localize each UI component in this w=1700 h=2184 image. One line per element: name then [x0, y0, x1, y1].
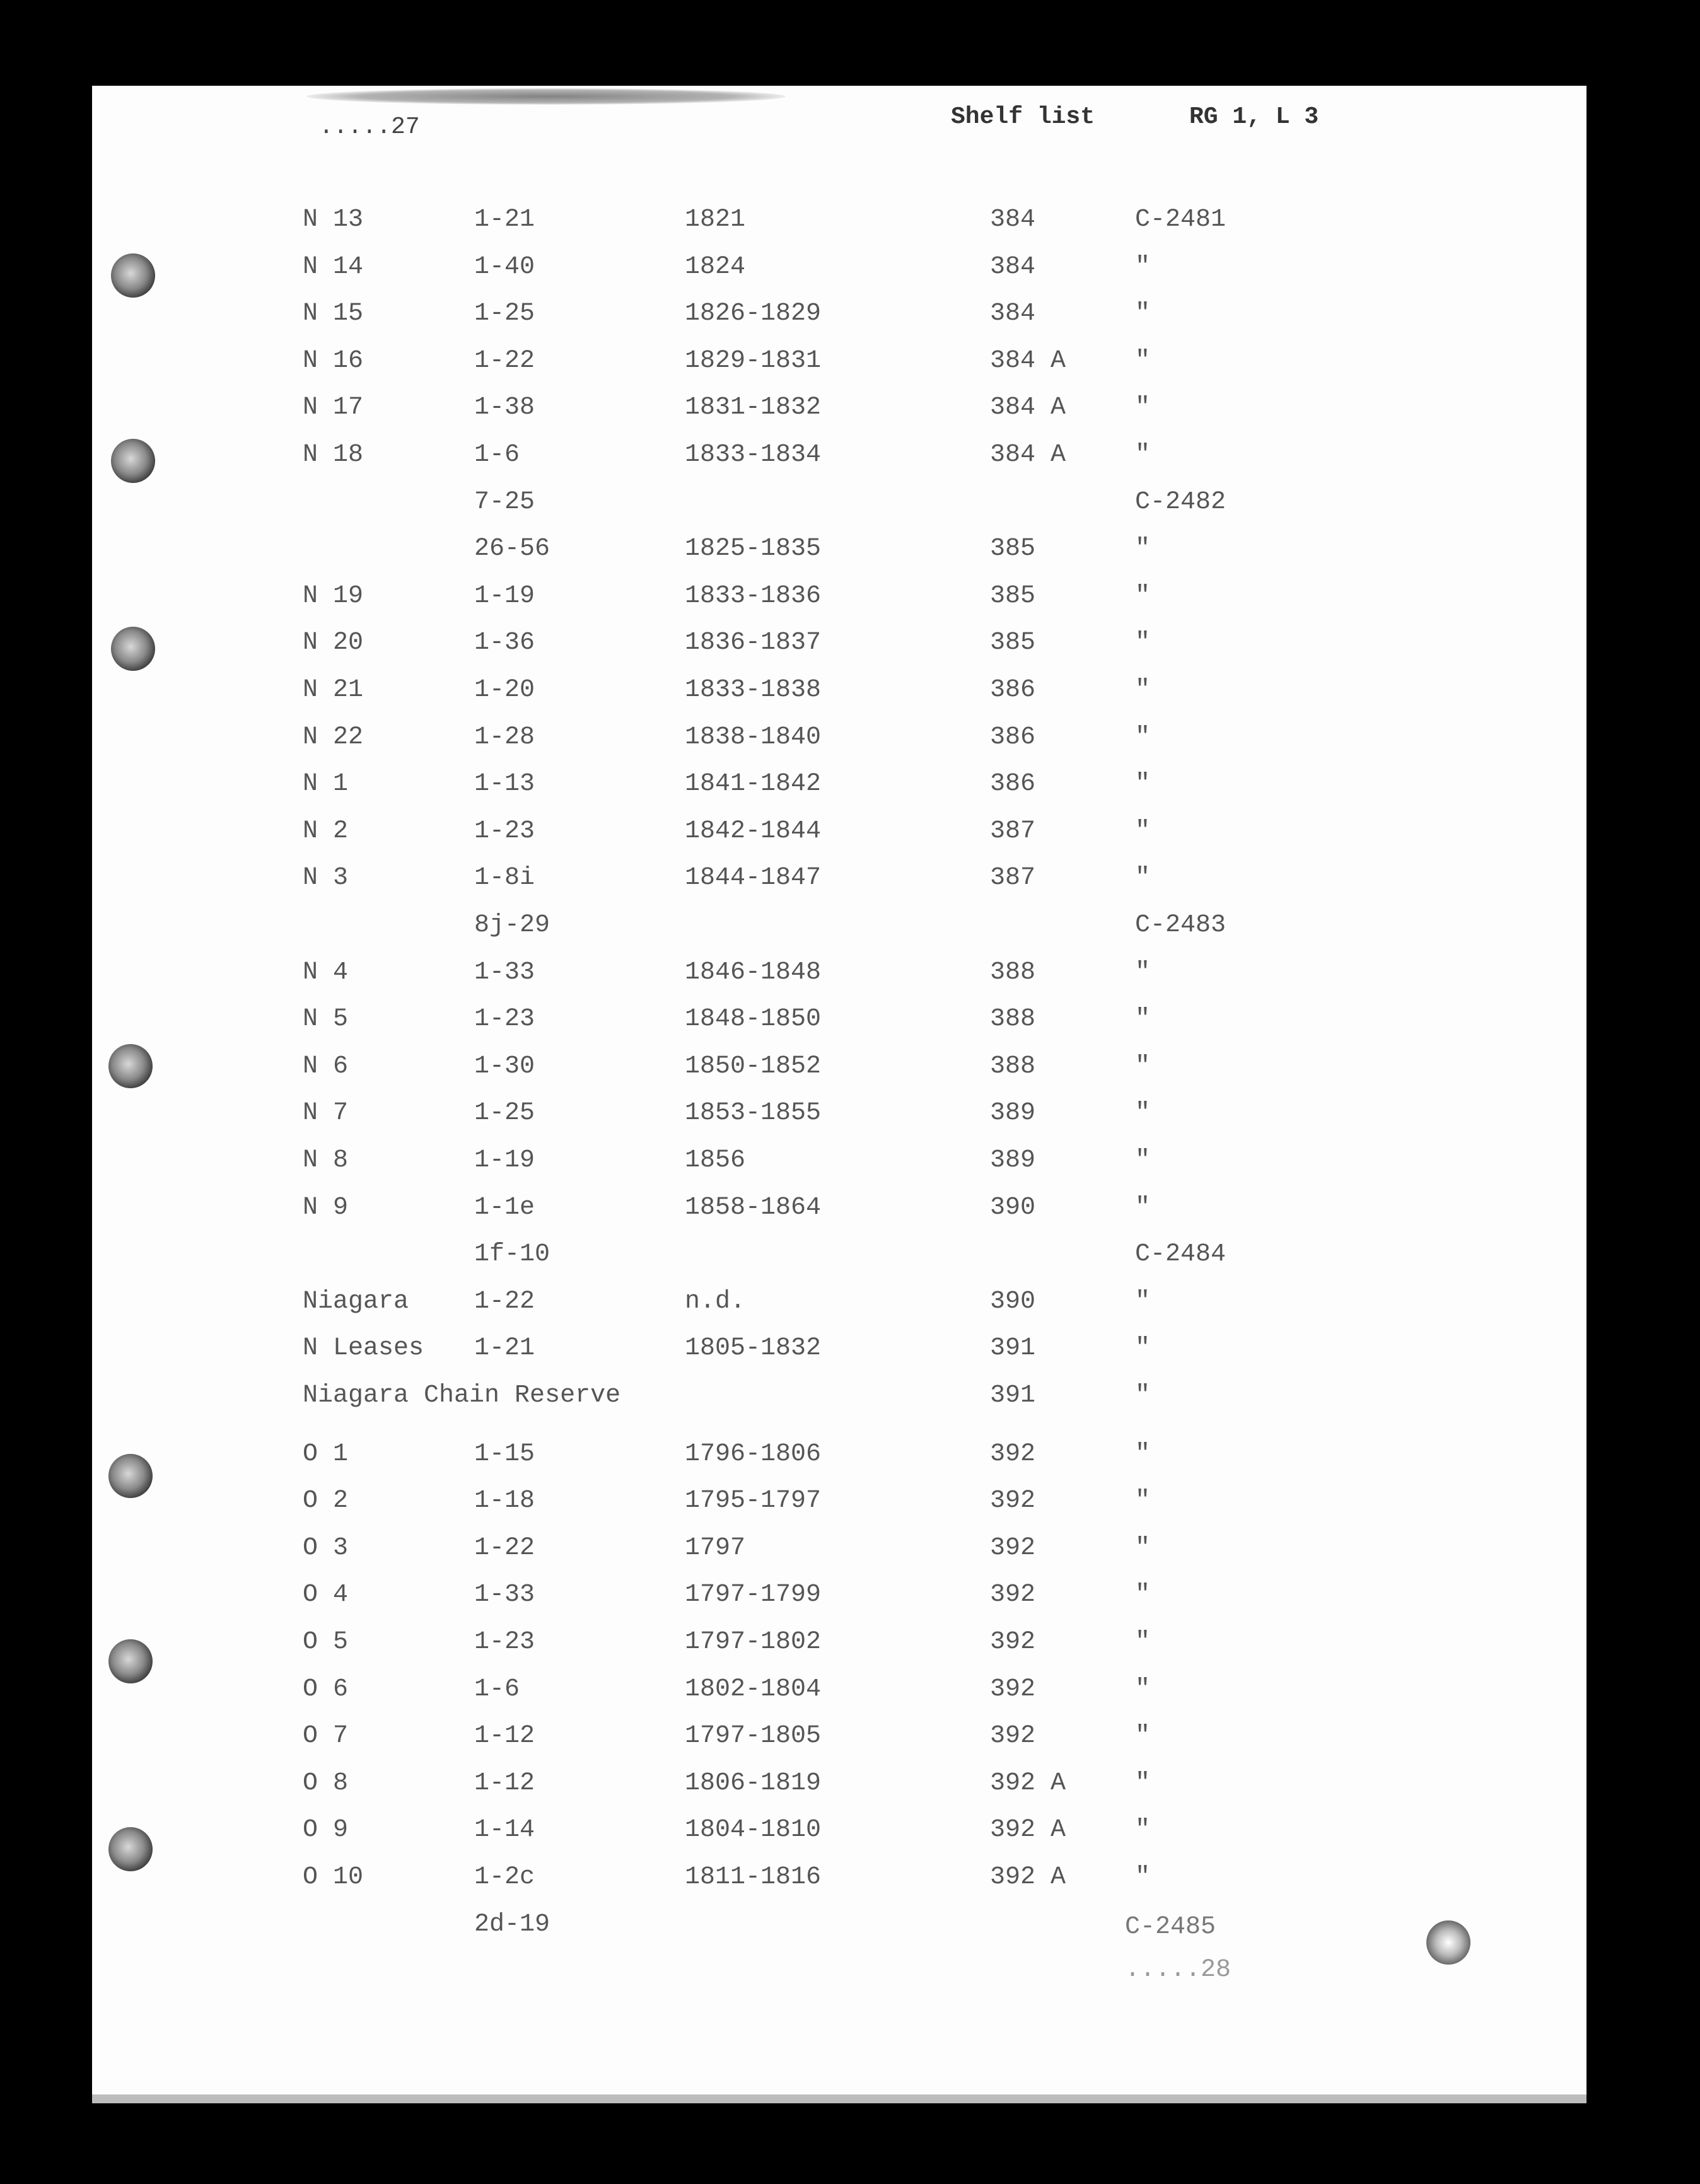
- item-range: 1-22: [474, 1534, 535, 1562]
- item-range: 1-22: [474, 347, 535, 375]
- record-group: RG 1, L 3: [1189, 103, 1319, 131]
- date-range: 1836-1837: [685, 629, 822, 657]
- date-range: 1811-1816: [685, 1863, 822, 1891]
- file-number: N 19: [303, 582, 364, 610]
- volume-number: 390: [990, 1194, 1036, 1222]
- volume-number: 384 A: [990, 393, 1066, 422]
- microfilm-reel: ": [1135, 1194, 1151, 1222]
- item-range: 1-18: [474, 1487, 535, 1515]
- volume-number: 384: [990, 253, 1036, 281]
- item-range: 1-6: [474, 441, 520, 469]
- date-range: 1833-1838: [685, 676, 822, 704]
- microfilm-reel: ": [1135, 582, 1151, 610]
- file-number: N 1: [303, 770, 349, 798]
- volume-number: 392: [990, 1487, 1036, 1515]
- file-number: N 21: [303, 676, 364, 704]
- date-range: 1804-1810: [685, 1816, 822, 1844]
- microfilm-reel: ": [1135, 299, 1151, 328]
- item-range: 1-14: [474, 1816, 535, 1844]
- item-range: 8j-29: [474, 911, 550, 939]
- table-row: [0, 1487, 1700, 1525]
- microfilm-reel: ": [1135, 1052, 1151, 1081]
- file-number: Niagara: [303, 1287, 409, 1316]
- table-row: [0, 676, 1700, 714]
- date-range: 1826-1829: [685, 299, 822, 328]
- item-range: 1-21: [474, 1334, 535, 1362]
- file-number: N 17: [303, 393, 364, 422]
- table-row: [0, 1381, 1700, 1419]
- table-row: [0, 1675, 1700, 1713]
- date-range: 1795-1797: [685, 1487, 822, 1515]
- table-row: [0, 958, 1700, 996]
- microfilm-reel: C-2484: [1135, 1240, 1226, 1269]
- date-range: 1850-1852: [685, 1052, 822, 1081]
- item-range: 1-6: [474, 1675, 520, 1704]
- microfilm-reel: ": [1135, 347, 1151, 375]
- date-range: 1853-1855: [685, 1099, 822, 1127]
- microfilm-reel: ": [1135, 535, 1151, 563]
- volume-number: 392: [990, 1628, 1036, 1656]
- date-range: 1833-1834: [685, 441, 822, 469]
- item-range: 1-40: [474, 253, 535, 281]
- table-row: [0, 911, 1700, 949]
- footer-reel: C-2485: [1125, 1913, 1216, 1941]
- microfilm-reel: ": [1135, 1675, 1151, 1704]
- item-range: 1-12: [474, 1769, 535, 1798]
- table-row: [0, 1816, 1700, 1854]
- table-row: [0, 1910, 1700, 1948]
- date-range: 1797-1805: [685, 1722, 822, 1750]
- volume-number: 392: [990, 1581, 1036, 1609]
- date-range: 1846-1848: [685, 958, 822, 987]
- microfilm-reel: ": [1135, 1440, 1151, 1468]
- microfilm-reel: ": [1135, 1534, 1151, 1562]
- volume-number: 390: [990, 1287, 1036, 1316]
- microfilm-reel: ": [1135, 1863, 1151, 1891]
- table-row: [0, 1052, 1700, 1090]
- microfilm-reel: ": [1135, 1816, 1151, 1844]
- item-range: 1-33: [474, 958, 535, 987]
- file-number: N 16: [303, 347, 364, 375]
- file-number: N 14: [303, 253, 364, 281]
- microfilm-reel: ": [1135, 676, 1151, 704]
- date-range: 1844-1847: [685, 864, 822, 892]
- file-number: N 2: [303, 817, 349, 845]
- table-row: [0, 441, 1700, 479]
- page-reference: .....27: [319, 113, 420, 141]
- table-row: [0, 1005, 1700, 1043]
- volume-number: 386: [990, 676, 1036, 704]
- file-number: O 3: [303, 1534, 349, 1562]
- table-row: [0, 1334, 1700, 1372]
- date-range: 1824: [685, 253, 746, 281]
- item-range: 1-28: [474, 723, 535, 752]
- microfilm-reel: C-2481: [1135, 206, 1226, 234]
- item-range: 1-33: [474, 1581, 535, 1609]
- table-row: [0, 393, 1700, 431]
- date-range: 1797: [685, 1534, 746, 1562]
- file-number: O 2: [303, 1487, 349, 1515]
- volume-number: 391: [990, 1381, 1036, 1410]
- file-number: N 18: [303, 441, 364, 469]
- table-row: [0, 723, 1700, 761]
- file-number: N 22: [303, 723, 364, 752]
- item-range: 7-25: [474, 488, 535, 516]
- volume-number: 384: [990, 206, 1036, 234]
- microfilm-reel: ": [1135, 1334, 1151, 1362]
- microfilm-reel: ": [1135, 1287, 1151, 1316]
- microfilm-reel: ": [1135, 1628, 1151, 1656]
- file-number: N 4: [303, 958, 349, 987]
- item-range: 1-12: [474, 1722, 535, 1750]
- item-range: 1-23: [474, 1005, 535, 1033]
- date-range: 1829-1831: [685, 347, 822, 375]
- item-range: 1f-10: [474, 1240, 550, 1269]
- table-row: [0, 299, 1700, 337]
- table-row: [0, 1581, 1700, 1618]
- microfilm-reel: ": [1135, 864, 1151, 892]
- table-row: [0, 1534, 1700, 1572]
- volume-number: 392 A: [990, 1816, 1066, 1844]
- file-number: N 3: [303, 864, 349, 892]
- volume-number: 386: [990, 770, 1036, 798]
- microfilm-reel: ": [1135, 1722, 1151, 1750]
- file-number: N 15: [303, 299, 364, 328]
- volume-number: 392: [990, 1440, 1036, 1468]
- date-range: 1833-1836: [685, 582, 822, 610]
- microfilm-reel: ": [1135, 958, 1151, 987]
- table-row: [0, 488, 1700, 526]
- date-range: 1838-1840: [685, 723, 822, 752]
- volume-number: 392: [990, 1722, 1036, 1750]
- table-row: [0, 1146, 1700, 1184]
- table-row: [0, 1194, 1700, 1231]
- volume-number: 384: [990, 299, 1036, 328]
- microfilm-reel: ": [1135, 253, 1151, 281]
- table-row: [0, 1769, 1700, 1807]
- microfilm-reel: ": [1135, 1487, 1151, 1515]
- volume-number: 386: [990, 723, 1036, 752]
- volume-number: 385: [990, 535, 1036, 563]
- file-number: N 9: [303, 1194, 349, 1222]
- microfilm-reel: ": [1135, 629, 1151, 657]
- file-number: O 10: [303, 1863, 364, 1891]
- file-number: O 4: [303, 1581, 349, 1609]
- ink-smudge: [306, 88, 786, 105]
- item-range: 1-8i: [474, 864, 535, 892]
- item-range: 1-15: [474, 1440, 535, 1468]
- volume-number: 384 A: [990, 347, 1066, 375]
- volume-number: 387: [990, 864, 1036, 892]
- date-range: 1825-1835: [685, 535, 822, 563]
- item-range: 1-38: [474, 393, 535, 422]
- date-range: n.d.: [685, 1287, 746, 1316]
- volume-number: 385: [990, 582, 1036, 610]
- file-number: N 13: [303, 206, 364, 234]
- table-row: [0, 535, 1700, 572]
- file-number: O 1: [303, 1440, 349, 1468]
- date-range: 1848-1850: [685, 1005, 822, 1033]
- microfilm-reel: ": [1135, 1146, 1151, 1175]
- file-number: N Leases: [303, 1334, 424, 1362]
- table-row: [0, 1628, 1700, 1666]
- item-range: 1-2c: [474, 1863, 535, 1891]
- date-range: 1842-1844: [685, 817, 822, 845]
- file-number: O 5: [303, 1628, 349, 1656]
- item-range: 1-25: [474, 299, 535, 328]
- file-number: O 6: [303, 1675, 349, 1704]
- microfilm-reel: C-2482: [1135, 488, 1226, 516]
- table-row: [0, 582, 1700, 620]
- date-range: 1805-1832: [685, 1334, 822, 1362]
- date-range: 1856: [685, 1146, 746, 1175]
- date-range: 1841-1842: [685, 770, 822, 798]
- item-range: 1-20: [474, 676, 535, 704]
- item-range: 1-13: [474, 770, 535, 798]
- next-page-reference: .....28: [1125, 1956, 1231, 1984]
- microfilm-reel: ": [1135, 1581, 1151, 1609]
- microfilm-reel: ": [1135, 1769, 1151, 1798]
- item-range: 1-23: [474, 817, 535, 845]
- file-number: N 7: [303, 1099, 349, 1127]
- microfilm-reel: C-2483: [1135, 911, 1226, 939]
- item-range: 1-25: [474, 1099, 535, 1127]
- file-number: Niagara Chain Reserve: [303, 1381, 621, 1410]
- date-range: 1802-1804: [685, 1675, 822, 1704]
- item-range: 1-22: [474, 1287, 535, 1316]
- date-range: 1806-1819: [685, 1769, 822, 1798]
- microfilm-reel: ": [1135, 1381, 1151, 1410]
- date-range: 1796-1806: [685, 1440, 822, 1468]
- file-number: N 6: [303, 1052, 349, 1081]
- microfilm-reel: ": [1135, 770, 1151, 798]
- volume-number: 392 A: [990, 1769, 1066, 1798]
- table-row: [0, 770, 1700, 808]
- item-range: 1-19: [474, 582, 535, 610]
- item-range: 1-21: [474, 206, 535, 234]
- item-range: 26-56: [474, 535, 550, 563]
- file-number: N 20: [303, 629, 364, 657]
- volume-number: 384 A: [990, 441, 1066, 469]
- microfilm-reel: ": [1135, 441, 1151, 469]
- file-number: O 9: [303, 1816, 349, 1844]
- volume-number: 392: [990, 1534, 1036, 1562]
- file-number: O 7: [303, 1722, 349, 1750]
- file-number: O 8: [303, 1769, 349, 1798]
- microfilm-reel: ": [1135, 393, 1151, 422]
- table-row: [0, 1099, 1700, 1137]
- microfilm-reel: ": [1135, 1099, 1151, 1127]
- file-number: N 5: [303, 1005, 349, 1033]
- date-range: 1858-1864: [685, 1194, 822, 1222]
- date-range: 1821: [685, 206, 746, 234]
- volume-number: 388: [990, 958, 1036, 987]
- date-range: 1797-1802: [685, 1628, 822, 1656]
- item-range: 1-23: [474, 1628, 535, 1656]
- date-range: 1831-1832: [685, 393, 822, 422]
- volume-number: 391: [990, 1334, 1036, 1362]
- volume-number: 388: [990, 1005, 1036, 1033]
- volume-number: 387: [990, 817, 1036, 845]
- table-row: [0, 1240, 1700, 1278]
- table-row: [0, 817, 1700, 855]
- table-row: [0, 1722, 1700, 1760]
- item-range: 1-30: [474, 1052, 535, 1081]
- table-row: [0, 1287, 1700, 1325]
- microfilm-reel: ": [1135, 1005, 1151, 1033]
- table-row: [0, 253, 1700, 291]
- table-row: [0, 1440, 1700, 1478]
- volume-number: 389: [990, 1146, 1036, 1175]
- volume-number: 392: [990, 1675, 1036, 1704]
- volume-number: 388: [990, 1052, 1036, 1081]
- date-range: 1797-1799: [685, 1581, 822, 1609]
- file-number: N 8: [303, 1146, 349, 1175]
- table-row: [0, 1863, 1700, 1901]
- volume-number: 385: [990, 629, 1036, 657]
- table-row: [0, 864, 1700, 902]
- item-range: 1-1e: [474, 1194, 535, 1222]
- document-title: Shelf list: [951, 103, 1095, 131]
- table-row: [0, 347, 1700, 385]
- item-range: 2d-19: [474, 1910, 550, 1939]
- microfilm-reel: ": [1135, 817, 1151, 845]
- volume-number: 392 A: [990, 1863, 1066, 1891]
- table-row: [0, 629, 1700, 666]
- microfilm-reel: ": [1135, 723, 1151, 752]
- volume-number: 389: [990, 1099, 1036, 1127]
- table-row: [0, 206, 1700, 243]
- item-range: 1-19: [474, 1146, 535, 1175]
- item-range: 1-36: [474, 629, 535, 657]
